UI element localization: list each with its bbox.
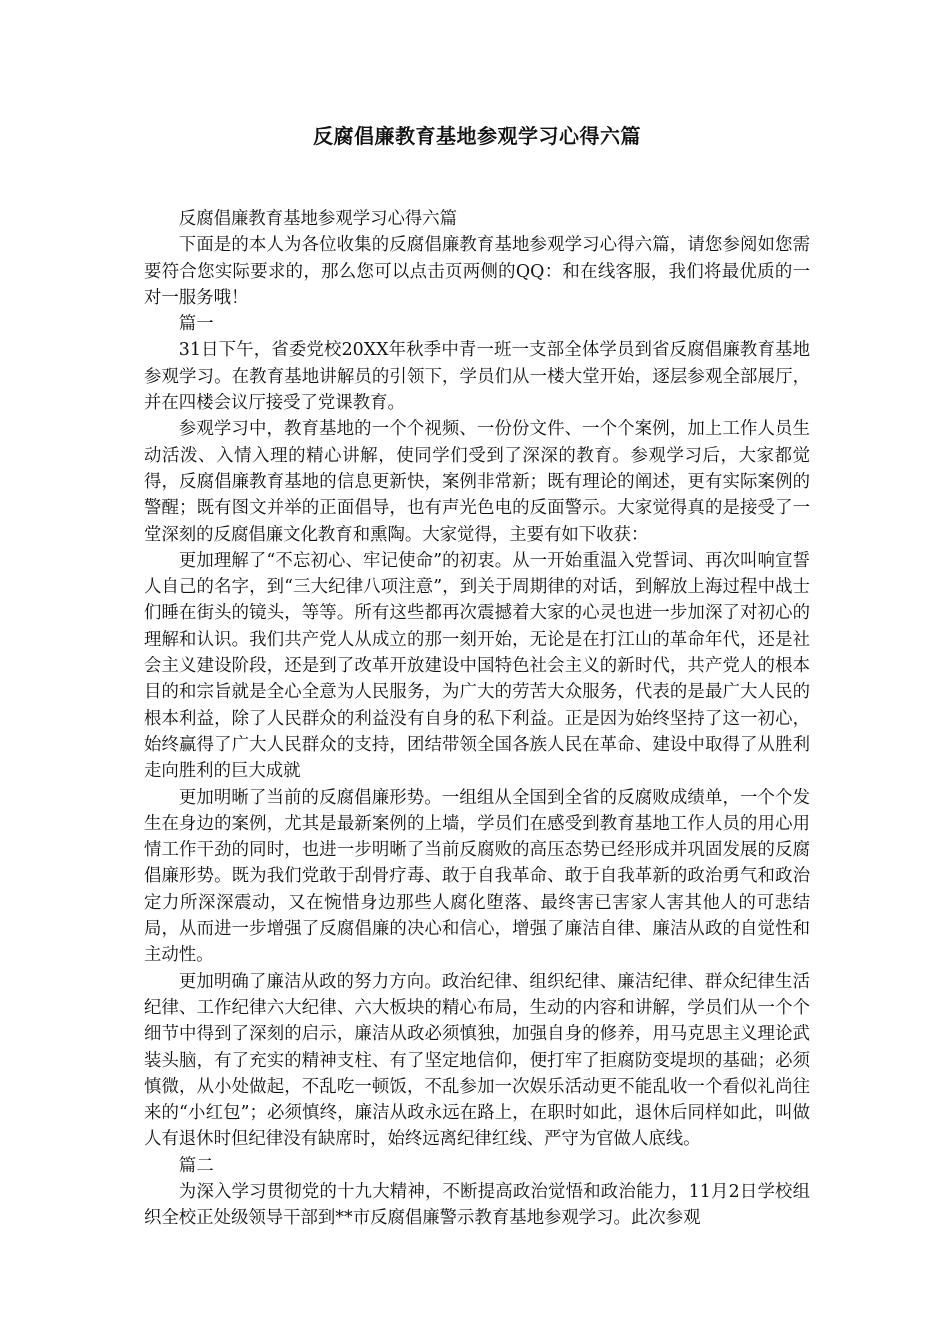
body-paragraph: 31日下午，省委党校20XX年秋季中青一班一支部全体学员到省反腐倡廉教育基地参观学习。在教育基地讲解员的引领下，学员们从一楼大堂开始，逐层参观全部展厅，并在四楼会议厅接受了党课教育。 <box>144 340 810 414</box>
body-paragraph: 参观学习中，教育基地的一个个视频、一份份文件、一个个案例，加上工作人员生动活泼、入情入理的精心讲解，使同学们受到了深深的教育。参观学习后，大家都觉得，反腐倡廉教育基地的信息更新快，案例非常新；既有理论的阐述，更有实际案例的警醒；既有图文并举的正面倡导，也有声光色电的反面警示。大家觉得真的是接受了一堂深刻的反腐倡廉文化教育和熏陶。大家觉得，主要有如下收获： <box>144 419 810 545</box>
body-paragraph: 更加明确了廉洁从政的努力方向。政治纪律、组织纪律、廉洁纪律、群众纪律生活纪律、工作纪律六大纪律、六大板块的精心布局，生动的内容和讲解，学员们从一个个细节中得到了深刻的启示，廉洁从政必须慎独，加强自身的修养，用马克思主义理论武装头脑，有了充实的精神支柱、有了坚定地信仰，便打牢了拒腐防变堤坝的基础；必须慎微，从小处做起，不乱吃一顿饭，不乱参加一次娱乐活动更不能乱收一个看似礼尚往来的“小红包”；必须慎终，廉洁从政永远在路上，在职时如此，退休后同样如此，叫做人有退休时但纪律没有缺席时，始终远离纪律红线、严守为官做人底线。 <box>144 971 810 1150</box>
document-subtitle: 反腐倡廉教育基地参观学习心得六篇 <box>178 209 458 229</box>
section-heading: 篇一 <box>178 314 214 335</box>
section-heading: 篇二 <box>178 1155 214 1176</box>
body-paragraph: 更加明晰了当前的反腐倡廉形势。一组组从全国到全省的反腐败成绩单，一个个发生在身边的案例，尤其是最新案例的上墙，学员们在感受到教育基地工作人员的用心用情工作干劲的同时，也进一步明晰了当前反腐败的高压态势已经形成并巩固发展的反腐倡廉形势。既为我们党敢于刮骨疗毒、敢于自我革命、敢于自我革新的政治勇气和政治定力所深深震动，又在惋惜身边那些人腐化堕落、最终害已害家人害其他人的可悲结局，从而进一步增强了反腐倡廉的决心和信心，增强了廉洁自律、廉洁从政的自觉性和主动性。 <box>144 787 810 966</box>
intro-paragraph: 下面是的本人为各位收集的反腐倡廉教育基地参观学习心得六篇，请您参阅如您需要符合您实际要求的，那么您可以点击页两侧的QQ：和在线客服，我们将最优质的一对一服务哦！ <box>144 235 810 308</box>
body-paragraph: 更加理解了“不忘初心、牢记使命”的初衷。从一开始重温入党誓词、再次叫响宣誓人自己的名字，到“三大纪律八项注意”，到关于周期律的对话，到解放上海过程中战士们睡在街头的镜头，等等。所有这些都再次震撼着大家的心灵也进一步加深了对初心的理解和认识。我们共产党人从成立的那一刻开始，无论是在打江山的革命年代，还是社会主义建设阶段，还是到了改革开放建设中国特色社会主义的新时代，共产党人的根本目的和宗旨就是全心全意为人民服务，为广大的劳苦大众服务，代表的是最广大人民的根本利益，除了人民群众的利益没有自身的私下利益。正是因为始终坚持了这一初心，始终赢得了广大人民群众的支持，团结带领全国各族人民在革命、建设中取得了从胜利走向胜利的巨大成就 <box>144 550 810 782</box>
document-page <box>144 118 810 1232</box>
document-title: 反腐倡廉教育基地参观学习心得六篇 <box>313 124 641 148</box>
body-paragraph: 为深入学习贯彻党的十九大精神，不断提高政治觉悟和政治能力，11月2日学校组织全校正处级领导干部到**市反腐倡廉警示教育基地参观学习。此次参观 <box>144 1181 810 1229</box>
